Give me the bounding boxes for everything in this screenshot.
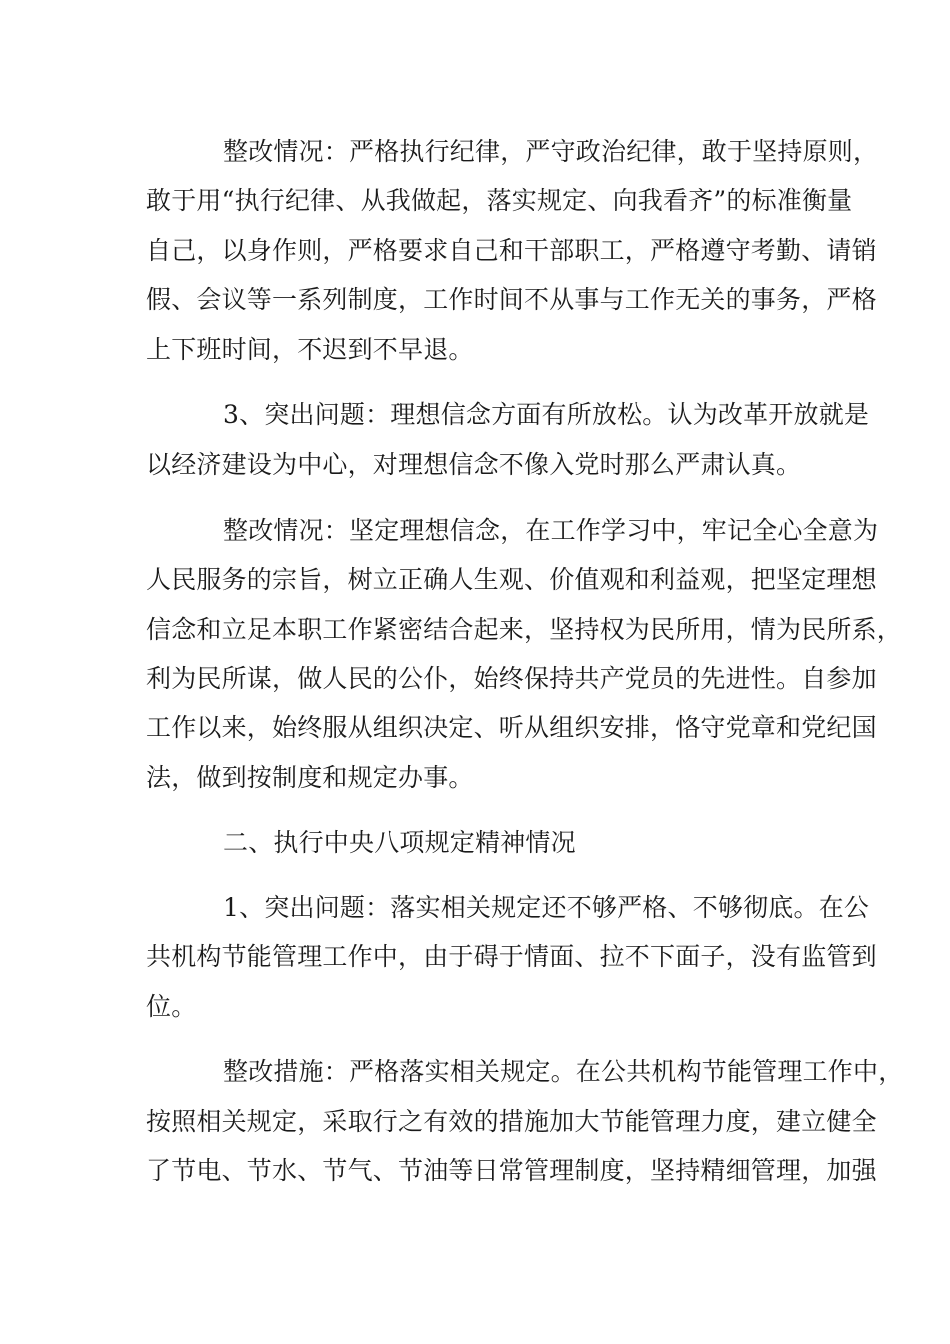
paragraph-1-line-5: 上下班时间，不迟到不早退。 [146, 335, 474, 364]
paragraph-3-line-6: 法，做到按制度和规定办事。 [146, 763, 474, 792]
paragraph-3-line-3: 信念和立足本职工作紧密结合起来，坚持权为民所用，情为民所系， [146, 615, 903, 644]
paragraph-5-line-1: 1、突出问题：落实相关规定还不够严格、不够彻底。在公 [223, 893, 870, 922]
paragraph-3-line-1: 整改情况：坚定理想信念，在工作学习中，牢记全心全意为 [223, 516, 879, 545]
paragraph-1-line-2: 敢于用“执行纪律、从我做起，落实规定、向我看齐”的标准衡量 [146, 186, 853, 215]
paragraph-6-line-1: 整改措施：严格落实相关规定。在公共机构节能管理工作中， [223, 1057, 904, 1086]
section-heading: 二、执行中央八项规定精神情况 [223, 828, 576, 857]
paragraph-1-line-1: 整改情况：严格执行纪律，严守政治纪律，敢于坚持原则， [223, 137, 879, 166]
paragraph-5-line-3: 位。 [146, 992, 197, 1021]
paragraph-3-line-4: 利为民所谋，做人民的公仆，始终保持共产党员的先进性。自参加 [146, 664, 877, 693]
paragraph-2-line-1: 3、突出问题：理想信念方面有所放松。认为改革开放就是 [223, 400, 870, 429]
paragraph-3-line-5: 工作以来，始终服从组织决定、听从组织安排，恪守党章和党纪国 [146, 713, 877, 742]
paragraph-2-line-2: 以经济建设为中心，对理想信念不像入党时那么严肃认真。 [146, 450, 802, 479]
paragraph-5-line-2: 共机构节能管理工作中，由于碍于情面、拉不下面子，没有监管到 [146, 942, 877, 971]
paragraph-1-line-3: 自己，以身作则，严格要求自己和干部职工，严格遵守考勤、请销 [146, 236, 877, 265]
paragraph-1-line-4: 假、会议等一系列制度，工作时间不从事与工作无关的事务，严格 [146, 285, 877, 314]
paragraph-3-line-2: 人民服务的宗旨，树立正确人生观、价值观和利益观，把坚定理想 [146, 565, 877, 594]
paragraph-6-line-3: 了节电、节水、节气、节油等日常管理制度，坚持精细管理，加强 [146, 1156, 877, 1185]
paragraph-6-line-2: 按照相关规定，采取行之有效的措施加大节能管理力度，建立健全 [146, 1107, 877, 1136]
